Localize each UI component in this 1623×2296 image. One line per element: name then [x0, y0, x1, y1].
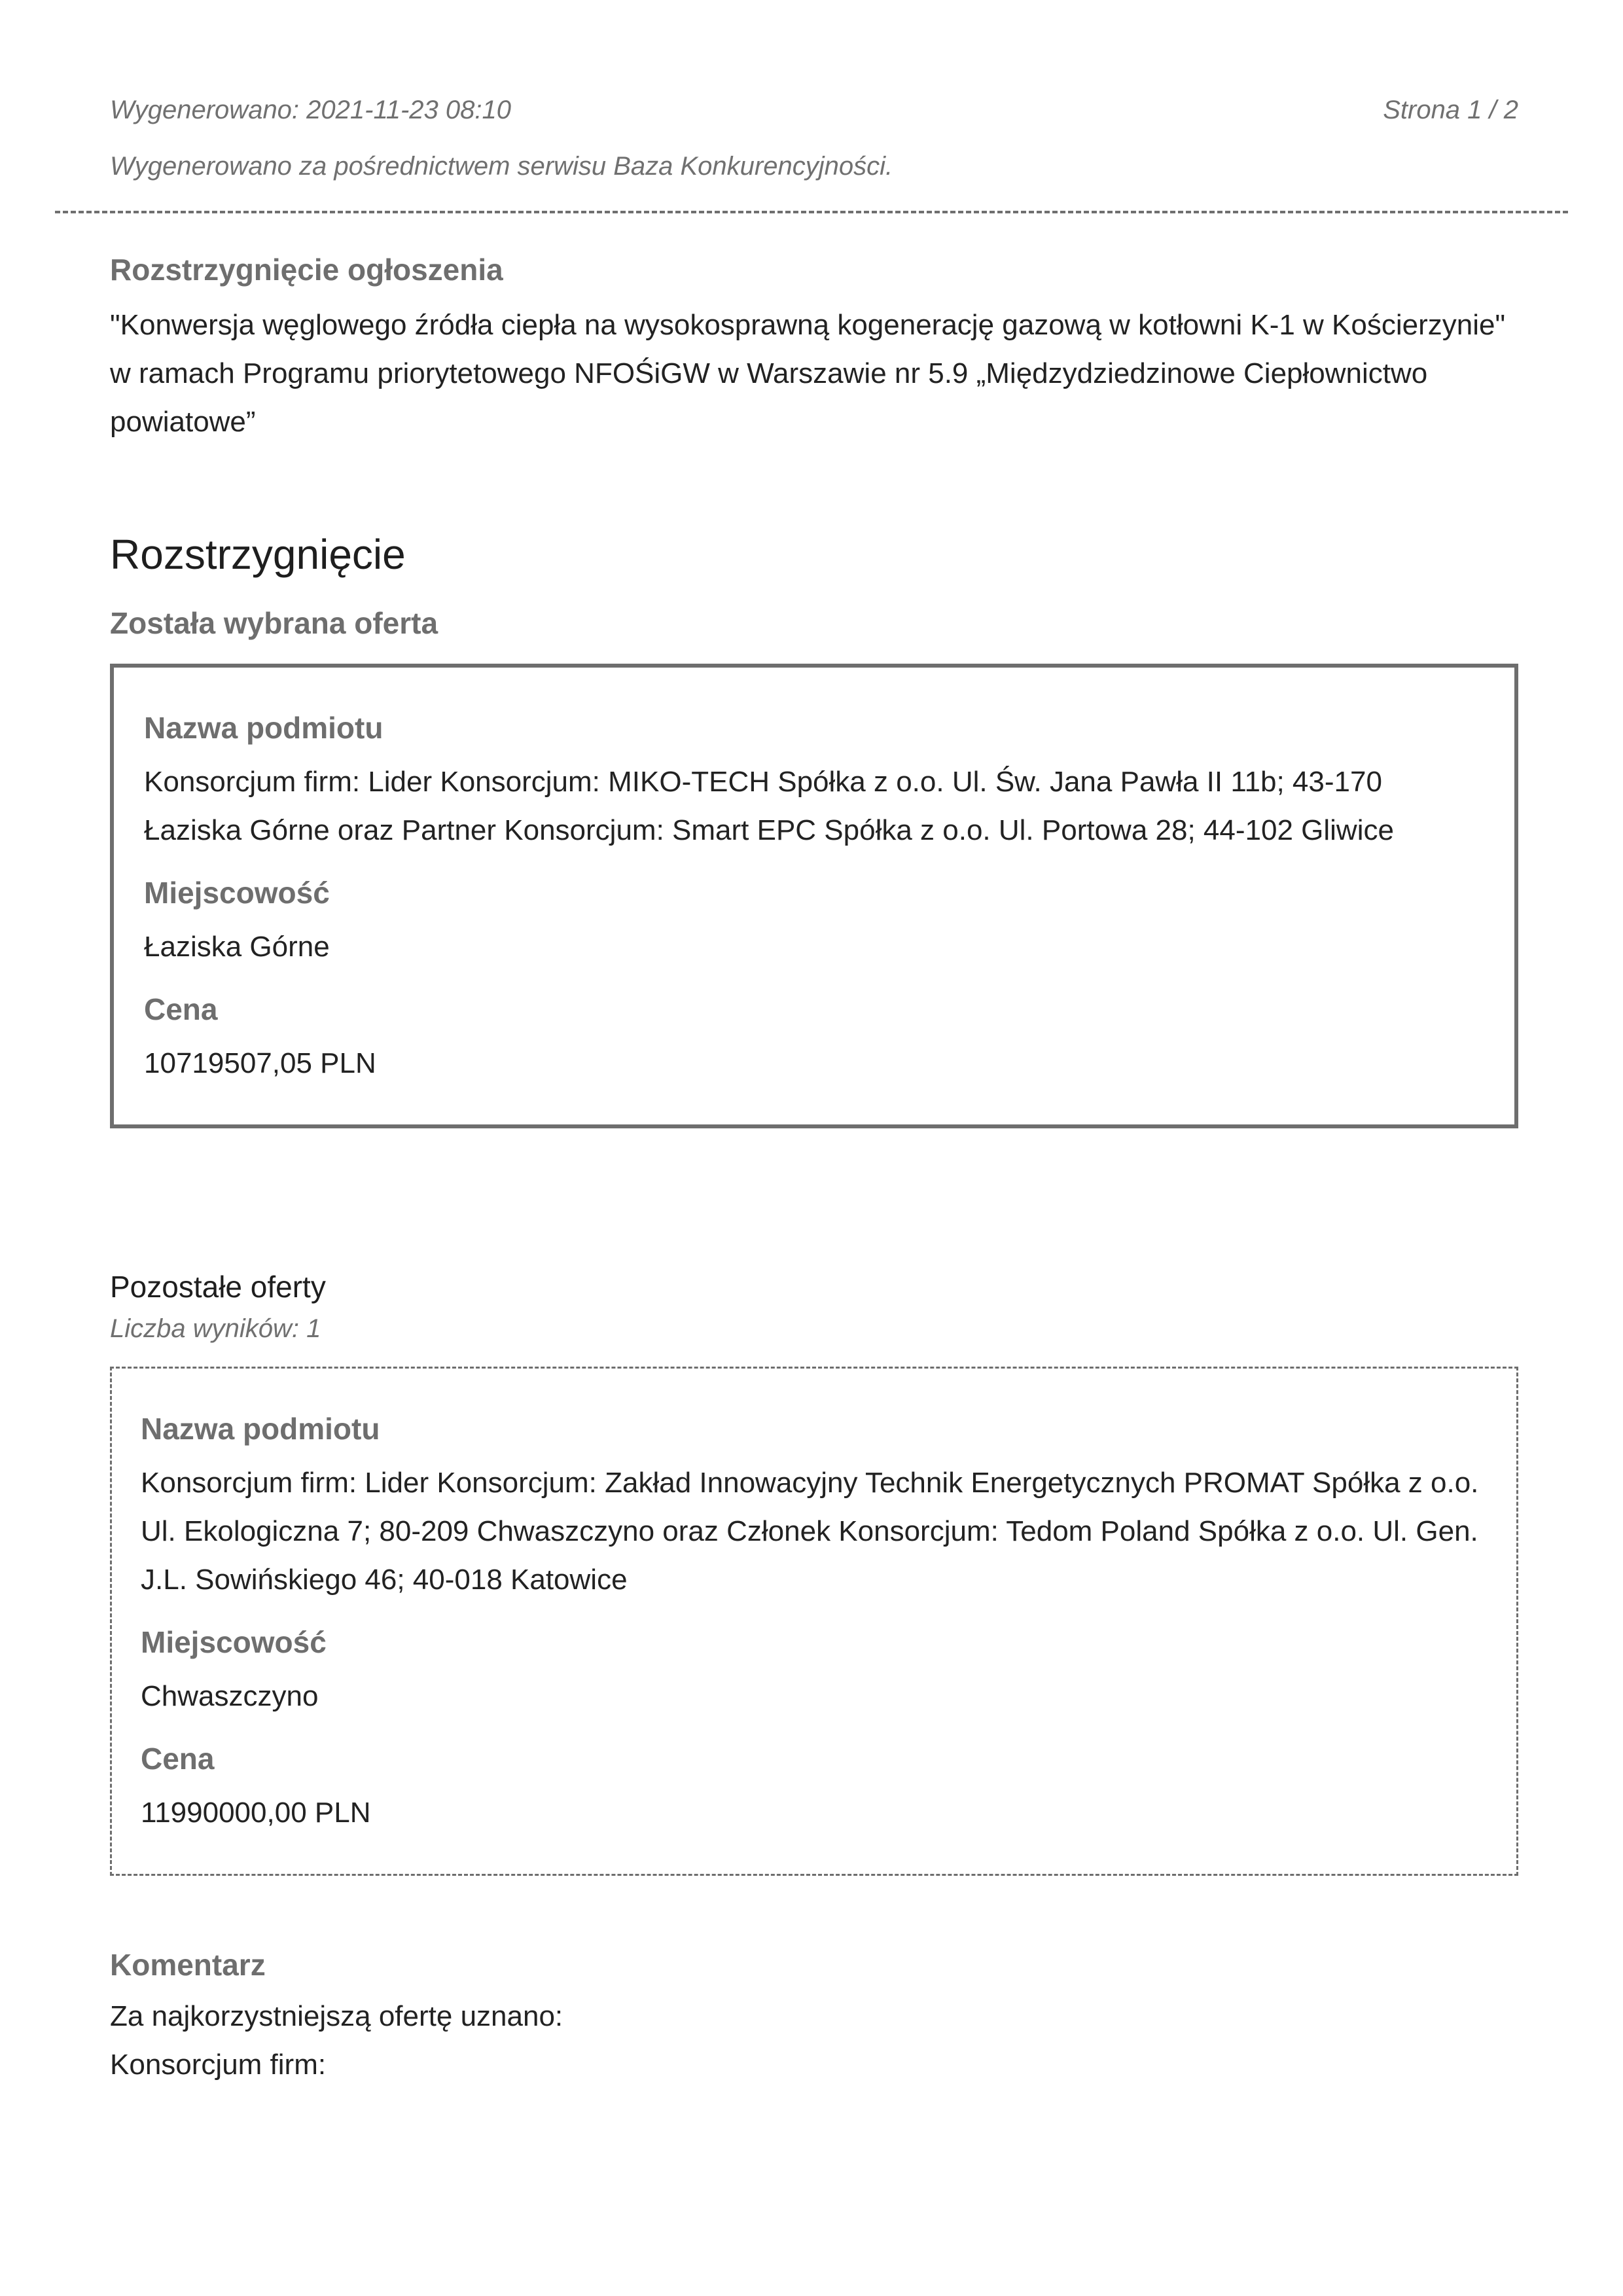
comment-label: Komentarz — [110, 1948, 266, 1982]
page-number: Strona 1 / 2 — [1383, 96, 1518, 124]
other-offers-title: Pozostałe oferty — [110, 1270, 326, 1304]
main-content — [110, 249, 1518, 2089]
price-value: 10719507,05 PLN — [144, 1047, 376, 1079]
entity-value: Konsorcjum firm: Lider Konsorcjum: Zakład Innowacyjny Technik Energetycznych PROMAT Spółka z o.o. Ul. Ekologiczna 7; 80-209 Chwaszczyno oraz Członek Konsorcjum: Tedom Poland Spółka z o.o. Ul. Gen. J.L. Sowińskiego 46; 40-018 Katowice — [141, 1467, 1479, 1596]
other-offer-box — [110, 1367, 1518, 1876]
selected-offer-label: Została wybrana oferta — [110, 606, 438, 640]
header-divider — [55, 211, 1568, 213]
city-value: Łaziska Górne — [144, 931, 330, 963]
entity-label: Nazwa podmiotu — [141, 1412, 380, 1446]
price-label: Cena — [141, 1742, 215, 1776]
comment-line-2: Konsorcjum firm: — [110, 2049, 327, 2081]
selected-offer-box — [110, 664, 1518, 1128]
source-note: Wygenerowano za pośrednictwem serwisu Baza Konkurencyjności. — [110, 152, 893, 181]
comment-line-1: Za najkorzystniejszą ofertę uznano: — [110, 2000, 563, 2032]
price-label: Cena — [144, 992, 218, 1026]
results-count: Liczba wyników: 1 — [110, 1314, 321, 1343]
announcement-title: "Konwersja węglowego źródła ciepła na wysokosprawną kogenerację gazową w kotłowni K-1 w Kościerzynie" w ramach Programu priorytetowego NFOŚiGW w Warszawie nr 5.9 „Międzydziedzinowe Ciepłownictwo powiatowe” — [110, 309, 1506, 438]
city-label: Miejscowość — [141, 1625, 327, 1659]
resolution-title: Rozstrzygnięcie — [110, 531, 406, 578]
entity-value: Konsorcjum firm: Lider Konsorcjum: MIKO-TECH Spółka z o.o. Ul. Św. Jana Pawła II 11b; 43-170 Łaziska Górne oraz Partner Konsorcjum: Smart EPC Spółka z o.o. Ul. Portowa 28; 44-102 Gliwice — [144, 766, 1394, 846]
city-label: Miejscowość — [144, 876, 330, 910]
generated-timestamp: Wygenerowano: 2021-11-23 08:10 — [110, 96, 512, 124]
city-value: Chwaszczyno — [141, 1680, 319, 1712]
entity-label: Nazwa podmiotu — [144, 711, 383, 745]
announcement-label: Rozstrzygnięcie ogłoszenia — [110, 253, 503, 287]
header-meta-row — [110, 92, 1518, 128]
price-value: 11990000,00 PLN — [141, 1797, 371, 1829]
page-header — [110, 92, 1518, 185]
